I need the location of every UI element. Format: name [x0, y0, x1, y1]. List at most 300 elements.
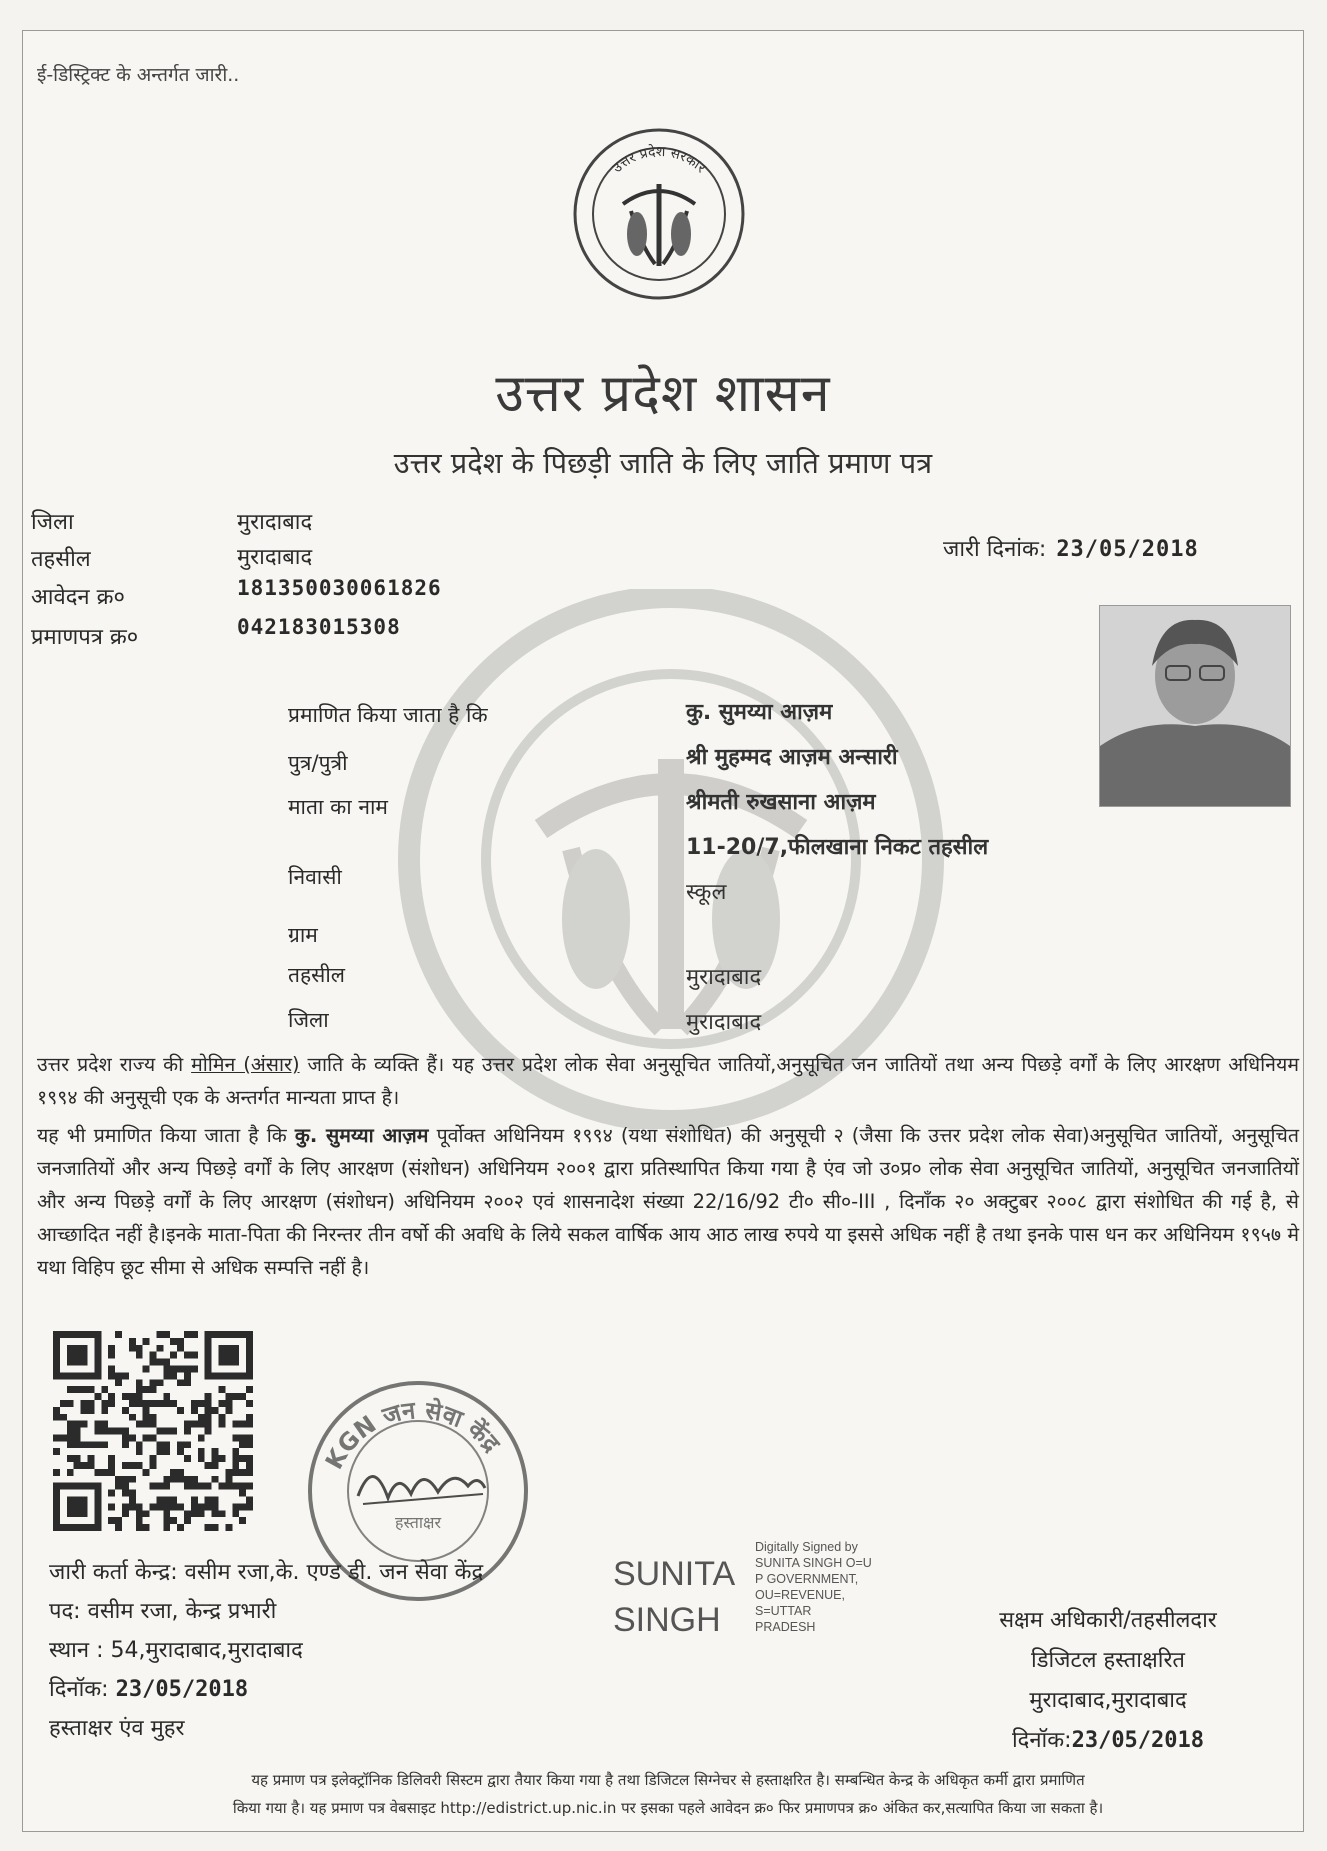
qr-module — [108, 1469, 115, 1476]
qr-module — [129, 1503, 136, 1510]
mother-label: माता का नाम — [288, 795, 388, 819]
qr-module — [205, 1483, 212, 1490]
resident-address-line1: 11-20/7,फीलखाना निकट तहसील — [686, 835, 989, 860]
qr-module — [81, 1386, 88, 1393]
qr-module — [150, 1421, 157, 1428]
qr-module — [232, 1469, 239, 1476]
qr-module — [246, 1421, 253, 1428]
qr-module — [150, 1434, 157, 1441]
qr-module — [156, 1331, 163, 1338]
qr-module — [191, 1483, 198, 1490]
qr-module — [94, 1469, 101, 1476]
qr-module — [163, 1517, 170, 1524]
qr-module — [184, 1510, 191, 1517]
qr-module — [129, 1434, 136, 1441]
qr-module — [81, 1400, 88, 1407]
qr-code — [53, 1331, 253, 1531]
qr-module — [136, 1462, 143, 1469]
qr-module — [184, 1372, 191, 1379]
qr-module — [170, 1338, 177, 1345]
authority-location: मुरादाबाद,मुरादाबाद — [1029, 1688, 1187, 1713]
qr-module — [225, 1524, 232, 1531]
qr-module — [129, 1476, 136, 1483]
qr-module — [156, 1483, 163, 1490]
qr-module — [163, 1372, 170, 1379]
qr-module — [108, 1517, 115, 1524]
qr-module — [108, 1462, 115, 1469]
qr-module — [225, 1400, 232, 1407]
qr-module — [239, 1455, 246, 1462]
issuer-date — [49, 1673, 248, 1703]
qr-module — [212, 1503, 219, 1510]
issuing-center: जारी कर्ता केन्द्र: वसीम रजा,के. एण्ड डी. जन सेवा केंद्र — [49, 1560, 484, 1585]
digital-signature-details: Digitally Signed by SUNITA SINGH O=U P GOVERNMENT, OU=REVENUE, S=UTTAR PRADESH — [755, 1540, 872, 1634]
qr-module — [191, 1331, 198, 1338]
qr-module — [198, 1421, 205, 1428]
issuer-date-label: दिनॉक: — [49, 1677, 109, 1702]
qr-module — [101, 1421, 108, 1428]
qr-module — [150, 1483, 157, 1490]
qr-module — [81, 1407, 88, 1414]
qr-module — [150, 1352, 157, 1359]
qr-module — [191, 1400, 198, 1407]
qr-module — [177, 1365, 184, 1372]
qr-module — [60, 1414, 67, 1421]
qr-module — [108, 1365, 115, 1372]
qr-module — [81, 1421, 88, 1428]
qr-module — [74, 1462, 81, 1469]
qr-module — [184, 1379, 191, 1386]
qr-module — [74, 1428, 81, 1435]
qr-module — [219, 1421, 226, 1428]
qr-module — [115, 1483, 122, 1490]
child-of-label: पुत्र/पुत्री — [288, 751, 348, 775]
qr-module — [205, 1400, 212, 1407]
qr-module — [108, 1393, 115, 1400]
applicant-name: कु. सुमय्या आज़म — [686, 700, 833, 725]
qr-module — [232, 1421, 239, 1428]
qr-module — [108, 1455, 115, 1462]
qr-module — [67, 1455, 74, 1462]
qr-module — [239, 1421, 246, 1428]
qr-module — [53, 1407, 60, 1414]
qr-module — [136, 1503, 143, 1510]
qr-module — [170, 1517, 177, 1524]
qr-module — [191, 1497, 198, 1504]
qr-module — [108, 1352, 115, 1359]
qr-module — [136, 1510, 143, 1517]
qr-module — [136, 1421, 143, 1428]
application-number-label: आवेदन क्र० — [31, 585, 125, 610]
qr-module — [81, 1462, 88, 1469]
qr-module — [232, 1455, 239, 1462]
qr-module — [150, 1386, 157, 1393]
qr-module — [67, 1434, 74, 1441]
qr-module — [156, 1359, 163, 1366]
caste-paragraph: उत्तर प्रदेश राज्य की मोमिन (अंसार) जाति के व्यक्ति हैं। यह उत्तर प्रदेश लोक सेवा अनुसूचित जातियों,अनुसूचित जन जातियों तथा अन्य पिछड़े वर्गों के लिए आरक्षण अधिनियम १९९४ की अनुसूची एक के अन्तर्गत मान्यता प्राप्त है। — [37, 1053, 1299, 1109]
competent-authority — [923, 1601, 1293, 1761]
qr-module — [246, 1434, 253, 1441]
certificate-number-label: प्रमाणपत्र क्र० — [31, 625, 139, 650]
qr-module — [115, 1428, 122, 1435]
qr-module — [67, 1421, 74, 1428]
qr-module — [170, 1503, 177, 1510]
qr-module — [122, 1434, 129, 1441]
qr-module — [198, 1483, 205, 1490]
qr-module — [143, 1365, 150, 1372]
qr-module — [177, 1345, 184, 1352]
qr-module — [122, 1462, 129, 1469]
qr-module — [108, 1372, 115, 1379]
qr-module — [94, 1441, 101, 1448]
qr-module — [246, 1462, 253, 1469]
qr-module — [136, 1400, 143, 1407]
qr-module — [74, 1421, 81, 1428]
certificate-subtitle: उत्तर प्रदेश के पिछड़ी जाति के लिए जाति प्रमाण पत्र — [393, 446, 933, 480]
qr-module — [94, 1428, 101, 1435]
detail-tehsil-value: मुरादाबाद — [686, 965, 762, 990]
qr-module — [74, 1434, 81, 1441]
qr-module — [246, 1441, 253, 1448]
qr-module — [184, 1455, 191, 1462]
qr-module — [225, 1469, 232, 1476]
qr-module — [184, 1331, 191, 1338]
qr-module — [74, 1455, 81, 1462]
qr-module — [246, 1469, 253, 1476]
qr-module — [136, 1393, 143, 1400]
qr-module — [156, 1503, 163, 1510]
qr-module — [212, 1524, 219, 1531]
qr-module — [232, 1393, 239, 1400]
qr-module — [191, 1365, 198, 1372]
qr-module — [122, 1393, 129, 1400]
qr-module — [67, 1386, 74, 1393]
detail-district-label: जिला — [288, 1008, 329, 1032]
qr-module — [143, 1414, 150, 1421]
qr-module — [136, 1441, 143, 1448]
caste-name: मोमिन (अंसार) — [191, 1053, 300, 1076]
qr-module — [232, 1448, 239, 1455]
qr-module — [74, 1386, 81, 1393]
qr-module — [53, 1469, 60, 1476]
qr-module — [191, 1421, 198, 1428]
qr-module — [191, 1503, 198, 1510]
qr-module — [156, 1441, 163, 1448]
qr-module — [94, 1393, 101, 1400]
page-title: उत्तर प्रदेश शासन — [495, 364, 831, 424]
qr-module — [219, 1414, 226, 1421]
qr-module — [122, 1428, 129, 1435]
qr-module — [232, 1510, 239, 1517]
qr-module — [219, 1386, 226, 1393]
qr-module — [108, 1345, 115, 1352]
qr-module — [150, 1503, 157, 1510]
qr-module — [122, 1441, 129, 1448]
qr-module — [129, 1490, 136, 1497]
qr-module — [101, 1441, 108, 1448]
digital-signer-name: SUNITA SINGH — [613, 1555, 736, 1639]
issuer-post: पद: वसीम रजा, केन्द्र प्रभारी — [49, 1599, 277, 1624]
issue-date-label: जारी दिनांक: — [943, 537, 1047, 562]
qr-module — [143, 1421, 150, 1428]
qr-module — [163, 1524, 170, 1531]
issuer-date-value: 23/05/2018 — [115, 1677, 249, 1702]
qr-module — [122, 1407, 129, 1414]
qr-module — [198, 1503, 205, 1510]
qr-module — [60, 1434, 67, 1441]
qr-module — [184, 1421, 191, 1428]
qr-module — [143, 1510, 150, 1517]
qr-module — [87, 1441, 94, 1448]
qr-module — [219, 1400, 226, 1407]
qr-module — [67, 1400, 74, 1407]
qr-module — [239, 1393, 246, 1400]
qr-module — [177, 1407, 184, 1414]
qr-module — [198, 1455, 205, 1462]
qr-module — [136, 1517, 143, 1524]
qr-module — [53, 1414, 60, 1421]
qr-module — [150, 1455, 157, 1462]
issuer-place: स्थान : 54,मुरादाबाद,मुरादाबाद — [49, 1638, 303, 1663]
mother-name: श्रीमती रुखसाना आज़म — [686, 790, 876, 815]
qr-module — [239, 1434, 246, 1441]
qr-module — [212, 1407, 219, 1414]
qr-module — [115, 1379, 122, 1386]
qr-module — [191, 1352, 198, 1359]
certificate-number-value: 042183015308 — [237, 615, 401, 639]
qr-module — [205, 1524, 212, 1531]
svg-text:उत्तर प्रदेश सरकार — [609, 143, 708, 177]
qr-module — [198, 1400, 205, 1407]
qr-module — [177, 1448, 184, 1455]
qr-module — [81, 1441, 88, 1448]
qr-module — [205, 1428, 212, 1435]
qr-module — [136, 1524, 143, 1531]
qr-module — [184, 1517, 191, 1524]
edistrict-note: ई-डिस्ट्रिक्ट के अन्तर्गत जारी.. — [37, 64, 240, 86]
qr-module — [122, 1510, 129, 1517]
resident-label: निवासी — [288, 865, 342, 889]
qr-module — [239, 1490, 246, 1497]
authority-digital-signed: डिजिटल हस्ताक्षरित — [1031, 1648, 1185, 1673]
qr-module — [239, 1469, 246, 1476]
qr-module — [115, 1517, 122, 1524]
qr-module — [163, 1359, 170, 1366]
qr-module — [177, 1524, 184, 1531]
qr-module — [150, 1359, 157, 1366]
qr-module — [191, 1510, 198, 1517]
qr-module — [177, 1441, 184, 1448]
applicant-name-inline: कु. सुमय्या आज़म — [294, 1124, 429, 1147]
qr-module — [225, 1476, 232, 1483]
qr-module — [143, 1338, 150, 1345]
qr-module — [122, 1490, 129, 1497]
qr-module — [225, 1393, 232, 1400]
qr-module — [184, 1476, 191, 1483]
certificate-page — [22, 30, 1304, 1832]
qr-module — [170, 1372, 177, 1379]
qr-module — [184, 1483, 191, 1490]
qr-module — [205, 1503, 212, 1510]
qr-module — [143, 1434, 150, 1441]
issue-date — [943, 533, 1199, 563]
qr-module — [143, 1469, 150, 1476]
qr-module — [170, 1497, 177, 1504]
qr-module — [246, 1497, 253, 1504]
qr-module — [67, 1441, 74, 1448]
qr-module — [136, 1448, 143, 1455]
qr-module — [212, 1510, 219, 1517]
qr-module — [163, 1503, 170, 1510]
qr-module — [225, 1483, 232, 1490]
qr-module — [67, 1428, 74, 1435]
qr-module — [170, 1428, 177, 1435]
qr-module — [246, 1386, 253, 1393]
tehsil-value: मुरादाबाद — [237, 545, 313, 570]
qr-module — [219, 1483, 226, 1490]
district-value: मुरादाबाद — [237, 510, 313, 535]
qr-module — [219, 1455, 226, 1462]
qr-module — [87, 1386, 94, 1393]
stamp-center-text: हस्ताक्षर — [394, 1513, 442, 1532]
qr-module — [143, 1407, 150, 1414]
qr-module — [136, 1352, 143, 1359]
qr-module — [170, 1476, 177, 1483]
qr-module — [205, 1462, 212, 1469]
qr-module — [212, 1462, 219, 1469]
qr-module — [163, 1428, 170, 1435]
qr-module — [150, 1379, 157, 1386]
qr-module — [246, 1400, 253, 1407]
qr-module — [122, 1503, 129, 1510]
qr-module — [205, 1393, 212, 1400]
qr-module — [101, 1428, 108, 1435]
qr-module — [143, 1400, 150, 1407]
qr-module — [246, 1414, 253, 1421]
qr-module — [163, 1476, 170, 1483]
qr-module — [177, 1476, 184, 1483]
qr-module — [87, 1400, 94, 1407]
qr-module — [108, 1503, 115, 1510]
qr-module — [115, 1372, 122, 1379]
qr-module — [198, 1414, 205, 1421]
qr-module — [184, 1365, 191, 1372]
detail-district-value: मुरादाबाद — [686, 1010, 762, 1035]
qr-module — [129, 1338, 136, 1345]
qr-module — [156, 1379, 163, 1386]
qr-module — [94, 1421, 101, 1428]
issue-date-value: 23/05/2018 — [1056, 537, 1199, 562]
qr-module — [129, 1393, 136, 1400]
qr-module — [219, 1510, 226, 1517]
qr-module — [115, 1524, 122, 1531]
qr-module — [246, 1503, 253, 1510]
qr-module — [184, 1352, 191, 1359]
qr-module — [170, 1400, 177, 1407]
qr-module — [163, 1331, 170, 1338]
qr-module — [212, 1448, 219, 1455]
qr-module — [246, 1455, 253, 1462]
qr-module — [212, 1497, 219, 1504]
qr-module — [150, 1462, 157, 1469]
qr-module — [232, 1503, 239, 1510]
tehsil-label: तहसील — [31, 547, 91, 572]
qr-module — [108, 1428, 115, 1435]
qr-module — [143, 1524, 150, 1531]
qr-module — [163, 1441, 170, 1448]
qr-module — [108, 1400, 115, 1407]
resident-address-line2: स्कूल — [686, 880, 727, 905]
qr-module — [163, 1365, 170, 1372]
application-number-value: 181350030061826 — [237, 576, 442, 600]
qr-module — [163, 1448, 170, 1455]
authority-title: सक्षम अधिकारी/तहसीलदार — [999, 1608, 1217, 1633]
qr-module — [156, 1400, 163, 1407]
qr-module — [87, 1462, 94, 1469]
qr-module — [170, 1469, 177, 1476]
qr-module — [232, 1483, 239, 1490]
qr-module — [191, 1476, 198, 1483]
detail-tehsil-label: तहसील — [288, 963, 345, 987]
qr-module — [177, 1379, 184, 1386]
village-label: ग्राम — [288, 923, 318, 947]
qr-module — [156, 1345, 163, 1352]
qr-module — [232, 1434, 239, 1441]
qr-module — [205, 1414, 212, 1421]
district-label: जिला — [31, 510, 74, 535]
qr-module — [212, 1455, 219, 1462]
qr-module — [136, 1345, 143, 1352]
qr-module — [143, 1386, 150, 1393]
qr-module — [205, 1421, 212, 1428]
qr-module — [205, 1407, 212, 1414]
qr-module — [205, 1497, 212, 1504]
qr-module — [108, 1490, 115, 1497]
qr-module — [101, 1400, 108, 1407]
qr-module — [246, 1483, 253, 1490]
qr-module — [53, 1448, 60, 1455]
qr-module — [67, 1469, 74, 1476]
qr-module — [163, 1497, 170, 1504]
qr-module — [198, 1448, 205, 1455]
qr-module — [129, 1414, 136, 1421]
qr-module — [198, 1510, 205, 1517]
qr-module — [87, 1455, 94, 1462]
qr-module — [122, 1476, 129, 1483]
eligibility-paragraph: यह भी प्रमाणित किया जाता है कि कु. सुमय्या आज़म पूर्वोक्त अधिनियम १९९४ (यथा संशोधित) की अनुसूची २ (जैसा कि उत्तर प्रदेश लोक सेवा)अनुसूचित जातियों, अनुसूचित जनजातियों और अन्य पिछड़े वर्गों के लिए आरक्षण (संशोधन) अधिनियम २००१ द्वारा प्रतिस्थापित किया गया है एंव जो उ०प्र० लोक सेवा अनुसूचित जातियों, अनुसूचित जनजातियों और अन्य पिछड़े वर्गों के लिए आरक्षण (संशोधन) अधिनियम २००२ एवं शासनादेश संख्या 22/16/92 टी० सी०-III , दिनाँक २० अक्टुबर २००८ द्वारा संशोधित की गई है, से आच्छादित नहीं है।इनके माता-पिता की निरन्तर तीन वर्षो की अवधि के लिये सकल वार्षिक आय आठ लाख रुपये या इससे अधिक नहीं है तथा इनके पास धन कर अधिनियम १९५७ मे यथा विहिप छूट सीमा से अधिक सम्पत्ति नहीं है। — [37, 1124, 1299, 1279]
qr-module — [74, 1441, 81, 1448]
qr-module — [122, 1483, 129, 1490]
qr-module — [129, 1497, 136, 1504]
qr-module — [87, 1407, 94, 1414]
qr-module — [184, 1441, 191, 1448]
qr-module — [163, 1400, 170, 1407]
qr-module — [115, 1476, 122, 1483]
signature-and-seal-label: हस्ताक्षर एंव मुहर — [49, 1716, 185, 1741]
qr-module — [163, 1483, 170, 1490]
qr-module — [115, 1331, 122, 1338]
qr-module — [129, 1345, 136, 1352]
qr-module — [239, 1517, 246, 1524]
qr-module — [156, 1497, 163, 1504]
qr-module — [101, 1407, 108, 1414]
qr-module — [136, 1386, 143, 1393]
qr-module — [177, 1469, 184, 1476]
certified-label: प्रमाणित किया जाता है कि — [288, 703, 488, 727]
qr-module — [170, 1352, 177, 1359]
father-name: श्री मुहम्मद आज़म अन्सारी — [686, 745, 898, 770]
stamp-ring-text: KGN जन सेवा केंद्र — [319, 1396, 506, 1474]
